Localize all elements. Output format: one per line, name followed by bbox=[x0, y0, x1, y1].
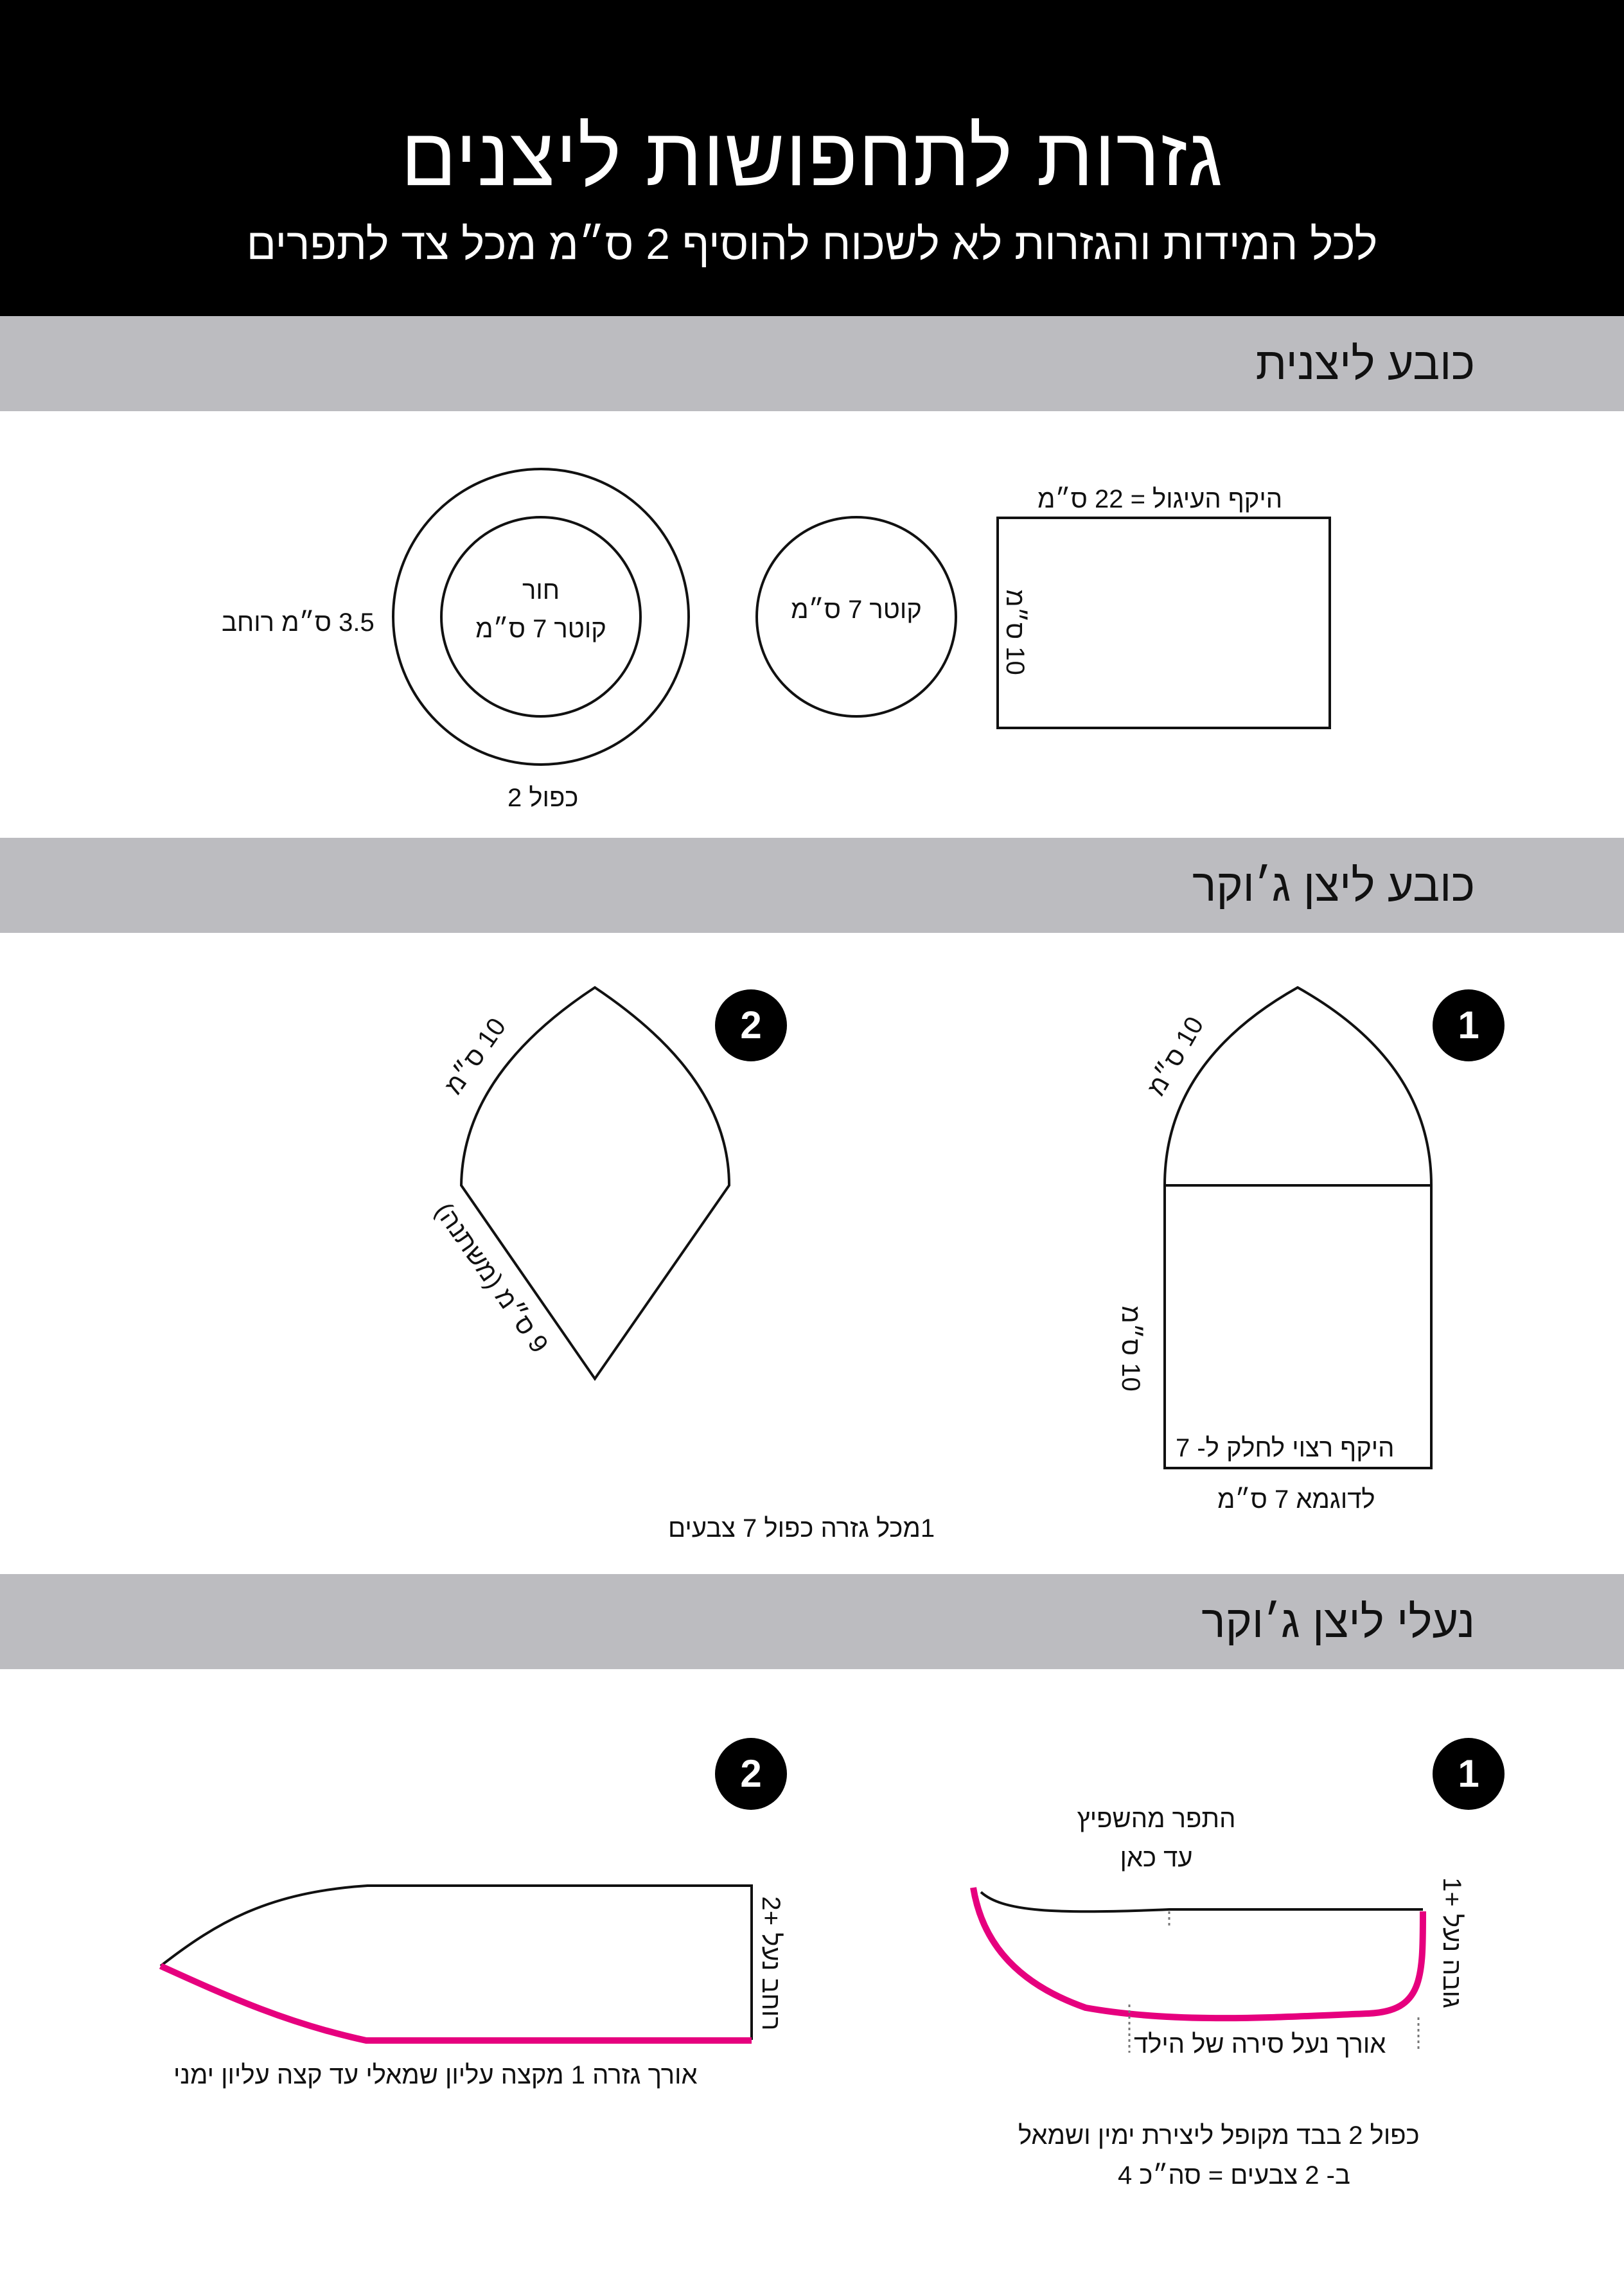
joker-p1-inner-label: היקף רצוי לחלק ל- 7 bbox=[1176, 1434, 1395, 1462]
ring-diameter-label: קוטר 7 ס״מ bbox=[475, 615, 606, 643]
hat-rectangle-pattern bbox=[998, 518, 1330, 728]
joker-p1-arc-label: 10 ס״מ bbox=[1142, 1012, 1210, 1101]
ring-double-label: כפול 2 bbox=[508, 784, 579, 812]
shoe-seam-label-line1: התפר מהשפיץ bbox=[1077, 1805, 1236, 1833]
shoe-note-line1: כפול 2 בבד מקופל ליצירת ימין ושמאל bbox=[1018, 2121, 1420, 2150]
shoe-step-badge-1: 1 bbox=[1433, 1738, 1505, 1810]
shoe-note-line2: ב- 2 צבעים = סה״כ 4 bbox=[1118, 2161, 1350, 2190]
shoe-piece1-top-line bbox=[981, 1892, 1423, 1911]
shoe-length-label: אורך נעל סירה של הילד bbox=[1134, 2030, 1386, 2058]
rect-height-label: 10 ס״מ bbox=[1001, 589, 1029, 675]
shoe-piece1-sole-outline bbox=[973, 1888, 1423, 2018]
joker-p2-side-label: 9 ס״מ (משתנה) bbox=[429, 1198, 554, 1358]
shoe-p2-width-label: רוחב נעל +2 bbox=[757, 1896, 785, 2031]
joker-p1-side-label: 10 ס״מ bbox=[1116, 1306, 1145, 1392]
page-subtitle: לכל המידות והגזרות לא לשכוח להוסיף 2 ס״מ מכל צד לתפרים bbox=[246, 220, 1378, 269]
page-title: גזרות לתחפושות ליצנים bbox=[400, 111, 1224, 203]
shoe-piece2-outline bbox=[161, 1886, 752, 2040]
shoe-height-label: גובה נעל +1 bbox=[1438, 1877, 1466, 2008]
shoe-step-badge-2: 2 bbox=[715, 1738, 787, 1810]
shoe-piece2-sole-outline bbox=[161, 1966, 752, 2041]
joker-hat-piece1-outline bbox=[1165, 987, 1431, 1468]
ring-hole-label: חור bbox=[522, 576, 560, 605]
ring-width-label: 3.5 ס״מ רוחב bbox=[222, 608, 375, 637]
joker-hat-note: 1מכל גזרה כפול 7 צבעים bbox=[668, 1514, 935, 1543]
shoe-seam-label-line2: עד כאן bbox=[1120, 1844, 1193, 1872]
joker-hat-piece2-outline bbox=[461, 987, 729, 1379]
shoe-p2-length-label: אורך גזרה 1 מקצה עליון שמאלי עד קצה עליון ימני bbox=[173, 2061, 698, 2089]
joker-p1-example-label: לדוגמא 7 ס״מ bbox=[1217, 1485, 1375, 1514]
joker-p2-arc-label: 10 ס״מ bbox=[439, 1013, 512, 1100]
rect-circumference-label: היקף העיגול = 22 ס״מ bbox=[1037, 485, 1283, 513]
circle-diameter-label: קוטר 7 ס״מ bbox=[791, 596, 922, 624]
section-title-clown-hat: כובע ליצנית bbox=[1255, 339, 1475, 389]
step-badge-2: 2 bbox=[715, 989, 787, 1061]
step-badge-1: 1 bbox=[1433, 989, 1505, 1061]
section-title-joker-shoes: נעלי ליצן ג׳וקר bbox=[1201, 1597, 1475, 1647]
section-title-joker-hat: כובע ליצן ג׳וקר bbox=[1192, 860, 1475, 910]
